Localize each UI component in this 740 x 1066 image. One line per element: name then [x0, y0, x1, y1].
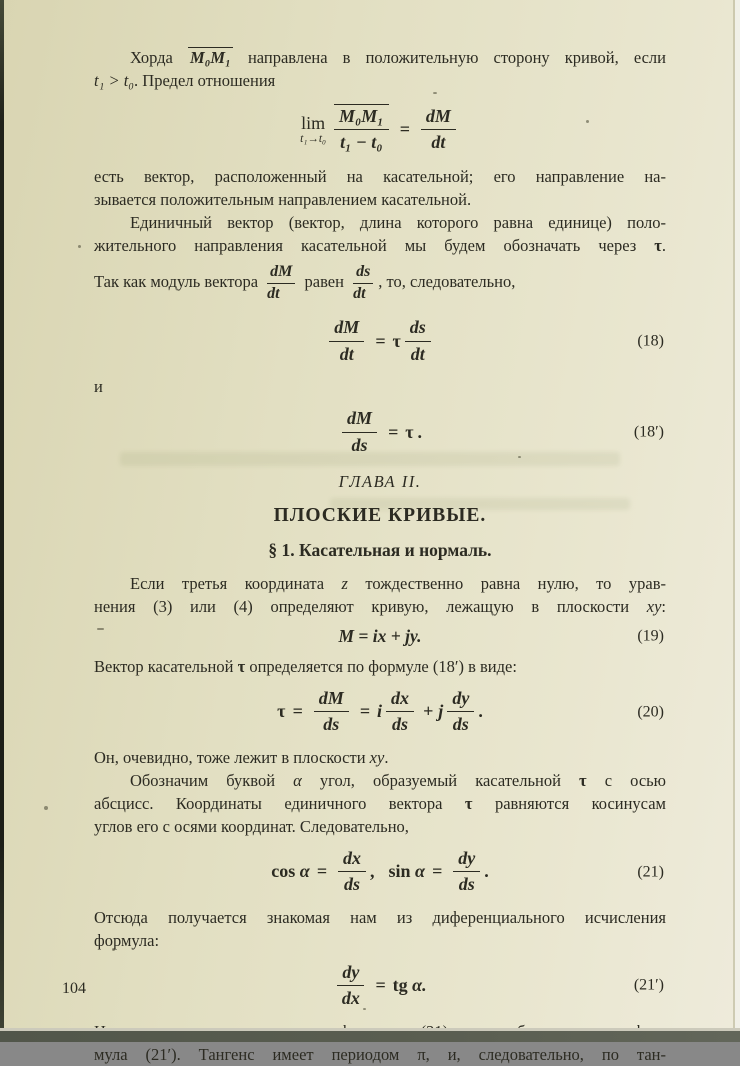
fraction [334, 104, 389, 155]
equation-20 [94, 687, 666, 737]
fraction-denominator: ds [343, 874, 360, 895]
fraction-numerator: dM [329, 316, 364, 341]
paragraph-line [94, 69, 666, 92]
tau-symbol: τ [405, 421, 414, 442]
tau-symbol: τ [654, 235, 662, 255]
equation-18-prime [94, 407, 666, 457]
body-text: Так как модуль вектора [94, 271, 263, 291]
inline-math: t₁ > t₀ [94, 71, 135, 90]
body-text: . [384, 747, 389, 767]
fraction-denominator: ds [458, 874, 475, 895]
paragraph-line [94, 188, 666, 211]
fraction-numerator: ds [405, 316, 431, 341]
fraction-denominator: dt [410, 343, 425, 364]
unit-vector-j: j [438, 701, 444, 722]
paragraph-line [94, 792, 666, 815]
math-expression [333, 961, 426, 1011]
body-text: с осью [586, 770, 666, 790]
body-text: Хорда [130, 48, 188, 67]
fraction-denominator: ds [323, 714, 340, 735]
scan-speck [78, 245, 81, 248]
fraction-numerator: dy [447, 687, 474, 712]
equals-sign: = [375, 330, 386, 351]
equation-tag: (20) [637, 703, 664, 721]
fraction-numerator: dM [314, 687, 349, 712]
math-expression [339, 625, 422, 648]
fraction-numerator: dx [338, 847, 366, 872]
paragraph-line [94, 746, 666, 769]
equals-sign: = [431, 861, 443, 882]
equation-tag: (19) [637, 627, 664, 645]
fraction-numerator: dy [337, 961, 364, 986]
scan-edge-right [735, 0, 740, 1042]
scan-edge-left [0, 0, 4, 1030]
fraction-denominator: dt [267, 284, 280, 302]
paragraph-line [94, 165, 666, 188]
paragraph-line [94, 906, 666, 929]
equals-sign: = [316, 861, 327, 882]
fraction [338, 847, 366, 897]
paragraph-line [94, 46, 666, 69]
sin-word: sin [388, 861, 411, 882]
body-text: равняются косинусам [472, 793, 666, 813]
body-text: Обозначим буквой [130, 770, 294, 790]
page-number: 104 [62, 980, 86, 997]
equation-21-prime [94, 961, 666, 1011]
section-heading: § 1. Касательная и нормаль. [268, 539, 492, 560]
inline-math: z [341, 573, 348, 593]
body-text: направлена в положительную сторону кривой, если [232, 48, 666, 67]
body-text: Он, очевидно, тоже лежит в плоскости [94, 747, 370, 767]
paragraph-line [94, 769, 666, 792]
fraction [405, 316, 431, 366]
fraction-denominator: t₁ − t₀ [340, 132, 383, 153]
body-text: . Предел отношения [134, 71, 276, 90]
equation-tag: (18) [637, 332, 664, 350]
equals-sign: = [359, 701, 371, 722]
unit-vector-i: i [377, 701, 383, 722]
paragraph-line [94, 234, 666, 257]
paragraph-line [94, 655, 666, 678]
body-text: жительного направления касательной мы будем обозначать через [94, 235, 655, 255]
body-text: зывается положительным направлением касательной. [94, 189, 472, 209]
inline-math: xy [369, 747, 385, 767]
fraction-numerator: dy [453, 847, 480, 872]
body-text: определяется по формуле (18′) в виде: [245, 656, 517, 676]
equation-19 [94, 625, 666, 648]
paragraph-line [94, 929, 666, 952]
equals-sign: = [387, 421, 399, 442]
body-text: . [661, 235, 666, 255]
inline-math: xy [646, 596, 662, 616]
inline-fraction [353, 262, 373, 305]
body-text: Отсюда получается знакомая нам из диференциального исчисления [94, 907, 666, 927]
paragraph-line [94, 572, 666, 595]
body-text: Вектор касательной [94, 656, 238, 676]
scan-speck [44, 806, 48, 810]
body-text: , то, следовательно, [378, 271, 516, 291]
body-text: равен [300, 271, 349, 291]
tangent-word: tg [392, 974, 408, 995]
alpha-symbol: α [299, 861, 310, 882]
fraction [329, 316, 364, 366]
chapter-title: ПЛОСКИЕ КРИВЫЕ. [273, 504, 487, 526]
fraction-denominator: ds [392, 714, 409, 735]
paragraph-line-with-fractions [94, 257, 666, 308]
equals-sign: = [399, 118, 410, 139]
body-text: есть вектор, расположенный на касательной; его направление на- [94, 166, 666, 186]
body-text: Если третья координата [130, 573, 342, 593]
lim-word: lim [301, 112, 326, 133]
fraction-denominator: ds [452, 714, 469, 735]
fraction [453, 847, 480, 897]
fraction-denominator: dt [353, 284, 366, 302]
scan-edge-bottom [0, 1031, 740, 1042]
period: . [417, 421, 423, 442]
fraction-numerator: ds [353, 262, 373, 284]
equation-limit [94, 104, 666, 155]
tau-symbol: τ [277, 701, 286, 722]
alpha-symbol: α. [412, 974, 427, 995]
body-text: и [94, 377, 103, 397]
lim-operator [300, 114, 326, 145]
period: . [478, 701, 483, 722]
fraction [447, 687, 474, 737]
body-text: углов его с осями координат. Следовательно, [94, 816, 409, 836]
equation-tag: (21′) [633, 976, 664, 994]
body-text: абсцисс. Координаты единичного вектора [94, 793, 465, 813]
equals-sign: = [375, 974, 386, 995]
tau-symbol: τ [392, 330, 401, 351]
body-text: угол, образуемый касательной [301, 770, 580, 790]
math-expression [271, 847, 489, 897]
comma: , [369, 861, 375, 882]
page-text-block [94, 46, 666, 1066]
tau-symbol: τ [464, 793, 473, 813]
body-text: тождественно равна нулю, то урав- [347, 573, 666, 593]
fraction-denominator: dx [341, 987, 360, 1008]
body-text: мула (21′). Тангенс имеет периодом π, и, следовательно, по тан- [94, 1045, 666, 1065]
fraction-denominator: dt [339, 343, 354, 364]
fraction [421, 105, 456, 155]
fraction [386, 687, 414, 737]
cos-word: cos [271, 861, 296, 882]
lim-subscript: t₁→t₀ [300, 132, 327, 145]
inline-fraction [267, 262, 295, 305]
chapter-heading: ГЛАВА II. [338, 471, 422, 491]
paragraph-line [94, 595, 666, 618]
fraction [342, 407, 377, 457]
math-expression [338, 407, 422, 457]
paragraph-line [94, 815, 666, 838]
body-text: : [661, 596, 666, 616]
paragraph-line [94, 211, 666, 234]
fraction-denominator: dt [431, 131, 446, 152]
math-expression [277, 687, 483, 737]
tau-symbol: τ [237, 656, 246, 676]
equation-tag: (21) [637, 863, 664, 881]
equation-18 [94, 316, 666, 366]
fraction [314, 687, 349, 737]
fraction-numerator: dM [342, 407, 377, 432]
body-text: нения (3) или (4) определяют кривую, лежащую в плоскости [94, 596, 647, 616]
fraction-numerator: dM [267, 262, 295, 284]
alpha-symbol: α [293, 770, 302, 790]
alpha-symbol: α [415, 861, 425, 882]
chord-vector-symbol: M₀M₁ [189, 48, 231, 67]
math-expression [300, 104, 460, 155]
equation-tag: (18′) [633, 423, 664, 441]
equation-body: M = ix + jy. [338, 625, 422, 646]
equals-sign: = [292, 701, 303, 722]
tau-symbol: τ [579, 770, 587, 790]
connector-word [94, 375, 666, 398]
body-text: Единичный вектор (вектор, длина которого равна единице) поло- [130, 212, 666, 232]
fraction-numerator: dM [421, 105, 456, 130]
body-text: формула: [94, 930, 160, 950]
math-expression [325, 316, 435, 366]
fraction-numerator: dx [386, 687, 414, 712]
fraction [337, 961, 364, 1011]
fraction-numerator: M₀M₁ [334, 104, 389, 130]
paragraph-line [94, 1043, 666, 1066]
plus-sign: + [423, 701, 434, 722]
period: . [484, 861, 489, 882]
fraction-denominator: ds [351, 434, 368, 455]
equation-21 [94, 847, 666, 897]
